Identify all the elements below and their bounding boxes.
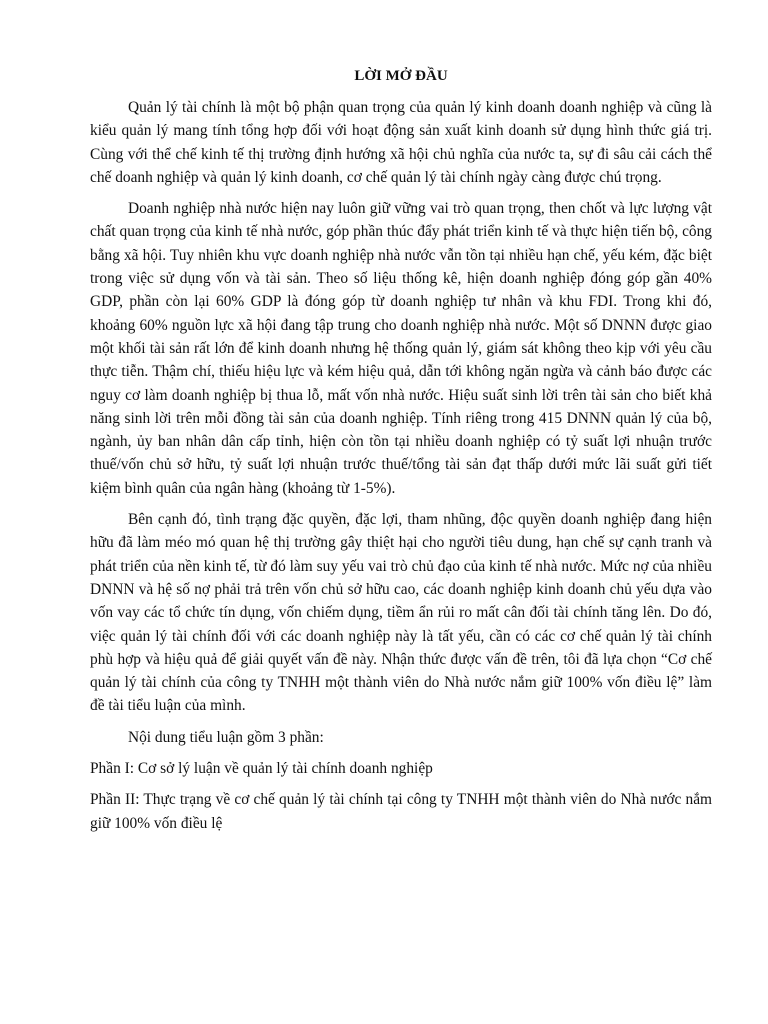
contents-intro: Nội dung tiểu luận gồm 3 phần: (128, 728, 324, 746)
section-item-2: Phần II: Thực trạng về cơ chế quản lý tài chính tại công ty TNHH một thành viên do Nhà nước nắm giữ 100% vốn điều lệ (90, 791, 712, 832)
document-title: LỜI MỞ ĐẦU (354, 68, 448, 84)
intro-paragraph-1: Quản lý tài chính là một bộ phận quan trọng của quản lý kinh doanh doanh nghiệp và cũng là kiểu quản lý mang tính tổng hợp đối với hoạt động sản xuất kinh doanh sử dụng hình thức giá trị. Cùng với thể chế kinh tế thị trường định hướng xã hội chủ nghĩa của nước ta, sự đi sâu cải cách thể chế doanh nghiệp và quản lý kinh doanh, cơ chế quản lý tài chính ngày càng được chú trọng. (90, 99, 712, 186)
intro-paragraph-2: Doanh nghiệp nhà nước hiện nay luôn giữ vững vai trò quan trọng, then chốt và lực lượng vật chất quan trọng của kinh tế nhà nước, góp phần thúc đẩy phát triển kinh tế và thực hiện tiến bộ, công bằng xã hội. Tuy nhiên khu vực doanh nghiệp nhà nước vẫn tồn tại nhiều hạn chế, yếu kém, đặc biệt trong việc sử dụng vốn và tài sản. Theo số liệu thống kê, hiện doanh nghiệp đóng góp gần 40% GDP, phần còn lại 60% GDP là đóng góp từ doanh nghiệp tư nhân và khu FDI. Trong khi đó, khoảng 60% nguồn lực xã hội đang tập trung cho doanh nghiệp nhà nước. Một số DNNN được giao một khối tài sản rất lớn để kinh doanh nhưng hệ thống quản lý, giám sát không theo kịp với yêu cầu thực tiễn. Thậm chí, thiếu hiệu lực và kém hiệu quả, dẫn tới không ngăn ngừa và cảnh báo được các nguy cơ làm doanh nghiệp bị thua lỗ, mất vốn nhà nước. Hiệu suất sinh lời trên tài sản cho biết khả năng sinh lời trên mỗi đồng tài sản của doanh nghiệp. Tính riêng trong 415 DNNN quản lý của bộ, ngành, ủy ban nhân dân cấp tỉnh, hiện còn tồn tại nhiều doanh nghiệp có tỷ suất lợi nhuận trước thuế/vốn chủ sở hữu, tỷ suất lợi nhuận trước thuế/tổng tài sản đạt thấp dưới mức lãi suất gửi tiết kiệm bình quân của ngân hàng (khoảng từ 1-5%). (90, 200, 712, 497)
intro-paragraph-3: Bên cạnh đó, tình trạng đặc quyền, đặc lợi, tham nhũng, độc quyền doanh nghiệp đang hiện hữu đã làm méo mó quan hệ thị trường gây thiệt hại cho người tiêu dung, hạn chế sự cạnh tranh và phát triển của nền kinh tế, từ đó làm suy yếu vai trò chủ đạo của kinh tế nhà nước. Mức nợ của nhiều DNNN và hệ số nợ phải trả trên vốn chủ sở hữu cao, các doanh nghiệp kinh doanh chủ yếu dựa vào vốn vay các tổ chức tín dụng, vốn chiếm dụng, tiềm ẩn rủi ro mất cân đối tài chính tăng lên. Do đó, việc quản lý tài chính đối với các doanh nghiệp này là tất yếu, cần có các cơ chế quản lý tài chính phù hợp và hiệu quả để giải quyết vấn đề này. Nhận thức được vấn đề trên, tôi đã lựa chọn “Cơ chế quản lý tài chính của công ty TNHH một thành viên do Nhà nước nắm giữ 100% vốn điều lệ” làm đề tài tiểu luận của mình. (90, 511, 712, 715)
document-page (90, 64, 712, 843)
section-item-1: Phần I: Cơ sở lý luận về quản lý tài chính doanh nghiệp (90, 760, 433, 778)
